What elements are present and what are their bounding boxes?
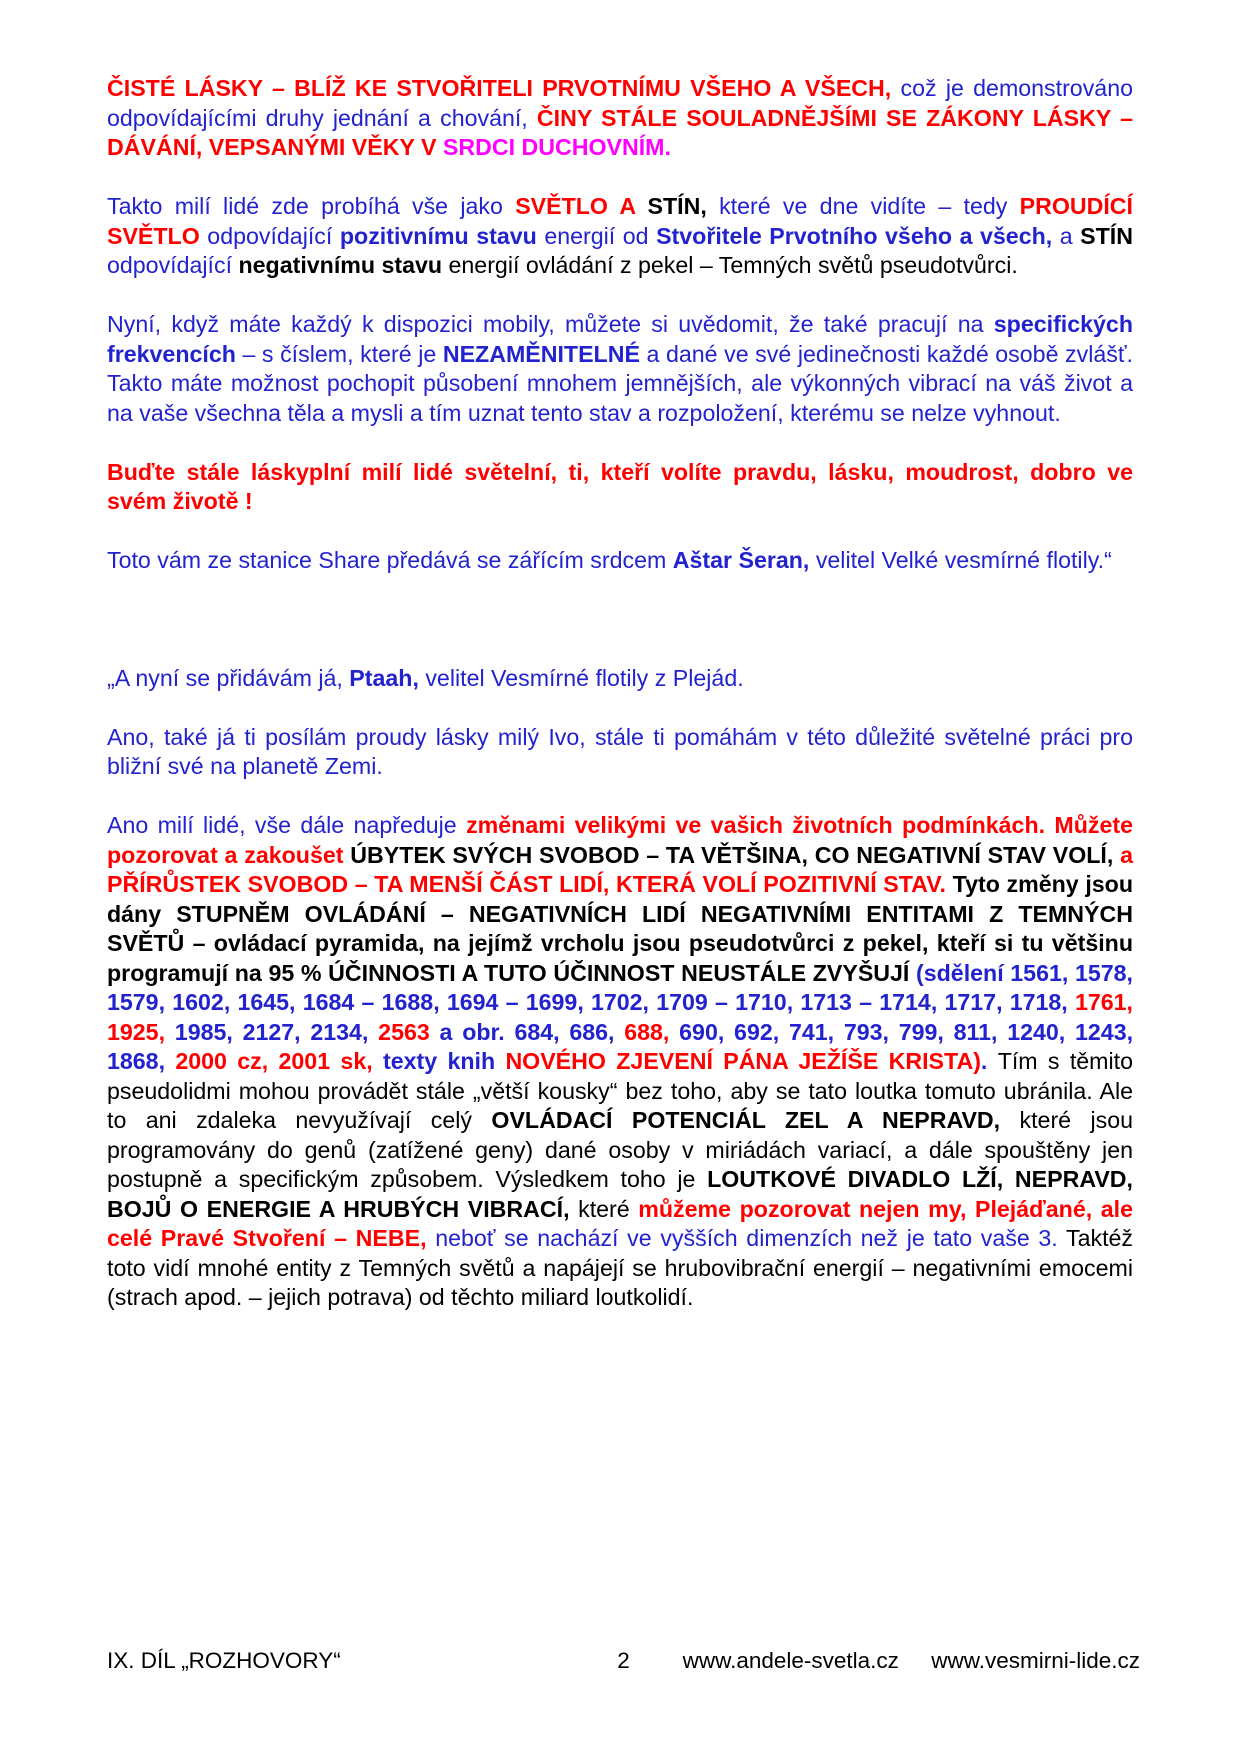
text-run: „A nyní se přidávám já, [107, 664, 350, 691]
paragraph-ptaah [107, 664, 1133, 694]
document-body [107, 74, 1133, 1342]
text-run: SRDCI DUCHOVNÍM. [442, 134, 671, 160]
text-run: energií ovládání z pekel – Temných světů pseudotvůrci. [448, 252, 1018, 278]
text-run: . [980, 1048, 998, 1074]
footer-url-andele-svetla: www.andele-svetla.cz [682, 1648, 899, 1673]
footer-urls [683, 1648, 1140, 1674]
text-run: PROUDÍCÍ SVĚTLO [107, 193, 1133, 249]
text-run: SVĚTLO A [515, 193, 648, 219]
text-run: STÍN [1080, 222, 1133, 249]
text-run: – s číslem, které je [242, 340, 443, 367]
text-run: a PŘÍRŮSTEK SVOBOD – TA MENŠÍ ČÁST LIDÍ, KTERÁ VOLÍ POZITIVNÍ STAV. [107, 841, 1133, 897]
paragraph-mobily-frekvence [107, 310, 1133, 428]
text-run: které ve dne vidíte – tedy [706, 193, 1020, 219]
page-number: 2 [617, 1648, 630, 1673]
text-run: Aštar Šeran, [672, 547, 810, 573]
paragraph-budte-laskyplni [107, 458, 1133, 517]
text-run: 1761, 1925, [107, 989, 1133, 1045]
text-run: Ano, také já ti posílám proudy lásky milý Ivo, stále ti pomáhám v této důležité světelné práci pro bližní své na planetě Zemi. [107, 723, 1133, 779]
paragraph-astar-seran [107, 546, 1133, 576]
text-run: 2000 cz, 2001 sk, [175, 1048, 383, 1074]
text-run: odpovídající [207, 222, 340, 249]
text-run: odpovídající [107, 252, 239, 278]
text-run: a dané ve své jedinečnosti každé osobě zvlášť. Takto máte možnost pochopit působení mnohem jemnějších, ale výkonných vibrací na váš život a na vaše všechna těla a mysli a tím uznat tento stav a rozpoložení, kterému se nelze vyhnout. [107, 340, 1133, 426]
text-run: které jsou programovány do genů (zatížené geny) dané osoby v miriádách variací, a dále spouštěny jen postupně a specifickým způsobem. Výsledkem toho je [107, 1107, 1133, 1192]
text-run: specifických frekvencích [107, 311, 1133, 367]
text-run: neboť se nachází ve vyšších dimenzích než je tato vaše 3. [435, 1225, 1066, 1251]
text-run: Nyní, když máte každý k dispozici mobily, můžete si uvědomit, že také pracují na [107, 311, 994, 337]
text-run: velitel Velké vesmírné flotily.“ [809, 547, 1112, 573]
text-run: Buďte stále láskyplní milí lidé světelní, ti, kteří volíte pravdu, lásku, moudrost, dobro ve svém životě ! [107, 458, 1133, 514]
text-run: Taktéž toto vidí mnohé entity z Temných světů a napájejí se hrubovibrační energií – negativními emocemi (strach apod. – jejich potrava) od těchto miliard loutkolidí. [107, 1225, 1134, 1310]
text-run: pozitivnímu stavu [339, 222, 545, 249]
paragraph-svetlo-a-stin [107, 192, 1133, 281]
text-run: Tyto změny jsou dány STUPNĚM OVLÁDÁNÍ – NEGATIVNÍCH LIDÍ NEGATIVNÍMI ENTITAMI Z TEMNÝCH SVĚTŮ – ovládací pyramida, na jejímž vrcholu jsou pseudotvůrci z pekel, kteří si tu většinu programují na 95 % ÚČINNOSTI A TUTO ÚČINNOST NEUSTÁLE ZVYŠUJÍ [107, 871, 1133, 986]
text-run: a obr. 684, 686, [439, 1018, 625, 1045]
text-run: 2563 [378, 1018, 440, 1045]
text-run: negativnímu stavu [238, 252, 449, 278]
text-run: Takto milí lidé zde probíhá vše jako [107, 193, 516, 219]
text-run: energií od [544, 222, 657, 249]
text-run: 1985, 2127, 2134, [174, 1018, 379, 1045]
paragraph-ciste-lasky [107, 74, 1133, 163]
text-run: Toto vám ze stanice Share předává se zářícím srdcem [107, 547, 673, 573]
text-run: ÚBYTEK SVÝCH SVOBOD – TA VĚTŠINA, CO NEGATIVNÍ STAV VOLÍ, [350, 841, 1121, 868]
paragraph-proudy-lasky [107, 723, 1133, 782]
text-run: můžeme pozorovat nejen my, Plejáďané, ale celé Pravé Stvoření – NEBE, [107, 1195, 1134, 1251]
text-run: změnami velikými ve vašich životních podmínkách. Můžete pozorovat a zakoušet [107, 812, 1134, 868]
paragraph-zmeny-svobod [107, 811, 1133, 1313]
text-run: 690, 692, 741, 793, 799, 811, 1240, 1243, 1868, [107, 1018, 1134, 1074]
text-run: STÍN, [647, 193, 707, 219]
text-run: Stvořitele Prvotního všeho a všech, [656, 222, 1053, 249]
text-run: 688, [624, 1018, 680, 1045]
text-run: ČINY STÁLE SOULADNĚJŠÍMI SE ZÁKONY LÁSKY – DÁVÁNÍ, VEPSANÝMI VĚKY V [107, 104, 1133, 160]
text-run: OVLÁDACÍ POTENCIÁL ZEL A NEPRAVD, [491, 1107, 1020, 1133]
page-footer [107, 1648, 1140, 1678]
text-run: (sdělení 1561, 1578, 1579, 1602, 1645, 1684 – 1688, 1694 – 1699, 1702, 1709 – 1710, 1713 – 1714, 1717, 1718, [107, 959, 1133, 1015]
text-run: ČISTÉ LÁSKY – BLÍŽ KE STVOŘITELI PRVOTNÍMU VŠEHO A VŠECH, [107, 75, 901, 101]
text-run: LOUTKOVÉ DIVADLO LŽÍ, NEPRAVD, BOJŮ O ENERGIE A HRUBÝCH VIBRACÍ, [107, 1166, 1133, 1222]
text-run: NEZAMĚNITELNÉ [442, 340, 647, 367]
text-run: Ptaah, [349, 664, 419, 691]
footer-document-title: IX. DÍL „ROZHOVORY“ [107, 1648, 341, 1673]
text-run: a [1052, 222, 1081, 249]
text-run: Ano milí lidé, vše dále napředuje [107, 812, 467, 838]
text-run: což je demonstrováno odpovídajícími druhy jednání a chování, [107, 75, 1133, 131]
text-run: Tím s těmito pseudolidmi mohou provádět stále „větší kousky“ bez toho, aby se tato loutka tomuto ubránila. Ale to ani zdaleka nevyužívají celý [107, 1048, 1133, 1133]
text-run: NOVÉHO ZJEVENÍ PÁNA JEŽÍŠE KRISTA) [505, 1048, 981, 1074]
text-run: velitel Vesmírné flotily z Plejád. [418, 664, 744, 691]
text-run: které [578, 1195, 639, 1222]
footer-url-vesmirni-lide: www.vesmirni-lide.cz [931, 1648, 1140, 1673]
text-run: texty knih [382, 1048, 506, 1074]
